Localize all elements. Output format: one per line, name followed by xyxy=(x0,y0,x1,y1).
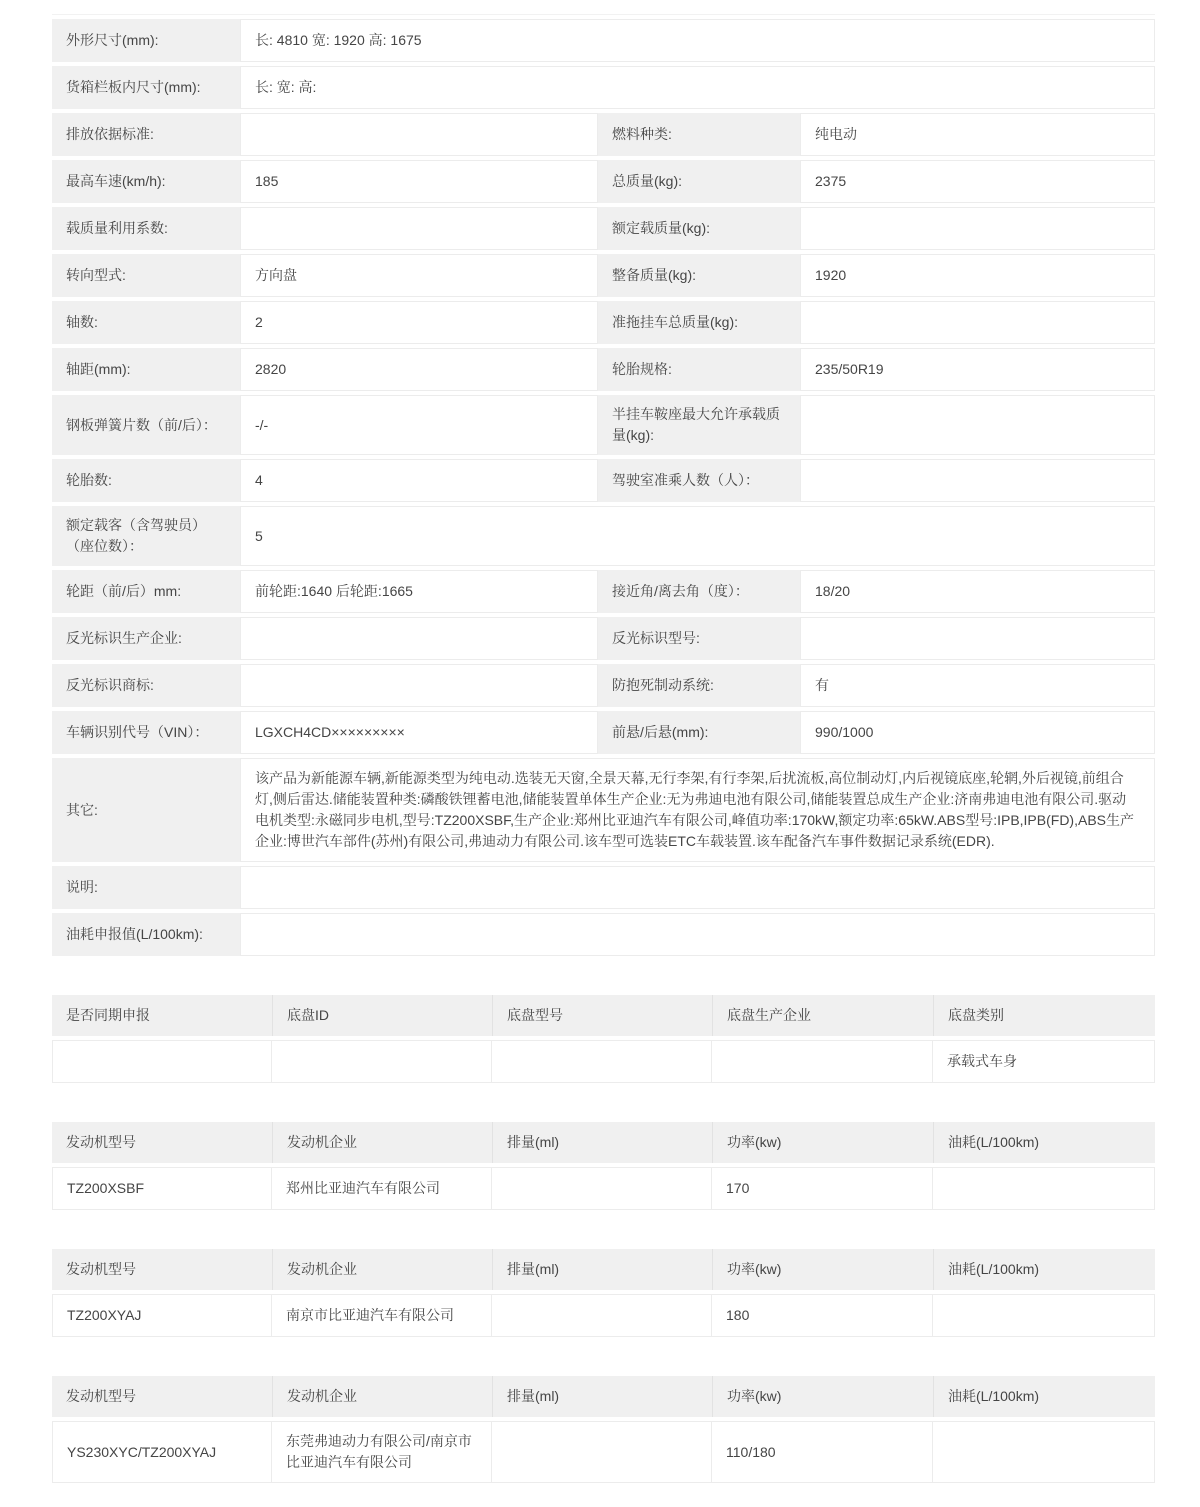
header-row xyxy=(52,1249,1155,1290)
spec-label: 轮胎规格: xyxy=(598,348,800,391)
column-header: 排量(ml) xyxy=(492,1249,712,1290)
column-header: 发动机企业 xyxy=(272,1122,492,1163)
spec-row xyxy=(52,711,1155,754)
column-header: 底盘类别 xyxy=(933,995,1155,1036)
table-cell xyxy=(492,1167,712,1210)
table-cell: 180 xyxy=(712,1294,933,1337)
engine-table-3 xyxy=(52,1372,1155,1487)
engine-table-2 xyxy=(52,1245,1155,1341)
table-cell xyxy=(933,1294,1155,1337)
table-row xyxy=(52,1040,1155,1083)
table-cell: 170 xyxy=(712,1167,933,1210)
table-cell: 110/180 xyxy=(712,1421,933,1483)
spec-value: 990/1000 xyxy=(800,711,1155,754)
spec-row xyxy=(52,664,1155,707)
spec-label: 外形尺寸(mm): xyxy=(52,19,240,62)
table-cell: YS230XYC/TZ200XYAJ xyxy=(52,1421,272,1483)
spec-row xyxy=(52,758,1155,862)
column-header: 发动机型号 xyxy=(52,1122,272,1163)
spec-label: 货箱栏板内尺寸(mm): xyxy=(52,66,240,109)
spec-label: 燃料种类: xyxy=(598,113,800,156)
column-header: 底盘ID xyxy=(272,995,492,1036)
spec-value: 该产品为新能源车辆,新能源类型为纯电动.选装无天窗,全景天幕,无行李架,有行李架,后扰流板,高位制动灯,内后视镜底座,轮辋,外后视镜,前组合灯,侧后雷达.储能装置种类:磷酸铁锂蓄电池,储能装置单体生产企业:无为弗迪电池有限公司,储能装置总成生产企业:济南弗迪电池有限公司.驱动电机类型:永磁同步电机,型号:TZ200XSBF,生产企业:郑州比亚迪汽车有限公司,峰值功率:170kW,额定功率:65kW.ABS型号:IPB,IPB(FD),ABS生产企业:博世汽车部件(苏州)有限公司,弗迪动力有限公司.该车型可选装ETC车载装置.该车配备汽车事件数据记录系统(EDR). xyxy=(240,758,1155,862)
column-header: 油耗(L/100km) xyxy=(933,1122,1155,1163)
spec-row xyxy=(52,459,1155,502)
table-cell: TZ200XYAJ xyxy=(52,1294,272,1337)
spec-value: 有 xyxy=(800,664,1155,707)
column-header: 底盘型号 xyxy=(492,995,712,1036)
spec-value: 长: 4810 宽: 1920 高: 1675 xyxy=(240,19,1155,62)
spec-value: 前轮距:1640 后轮距:1665 xyxy=(240,570,598,613)
spec-value: 方向盘 xyxy=(240,254,598,297)
spec-value xyxy=(800,395,1155,455)
spec-value: -/- xyxy=(240,395,598,455)
spec-row xyxy=(52,207,1155,250)
table-cell: 南京市比亚迪汽车有限公司 xyxy=(272,1294,492,1337)
spec-label: 反光标识生产企业: xyxy=(52,617,240,660)
table-cell xyxy=(272,1040,492,1083)
column-header: 油耗(L/100km) xyxy=(933,1376,1155,1417)
vehicle-spec-table xyxy=(52,14,1155,960)
spec-label: 钢板弹簧片数（前/后）： xyxy=(52,395,240,455)
header-row xyxy=(52,995,1155,1036)
spec-value: 185 xyxy=(240,160,598,203)
engine-table-1 xyxy=(52,1118,1155,1214)
spec-row xyxy=(52,66,1155,109)
spec-label: 防抱死制动系统: xyxy=(598,664,800,707)
chassis-table-body xyxy=(52,1040,1155,1083)
table-row xyxy=(52,1294,1155,1337)
table-cell: 东莞弗迪动力有限公司/南京市比亚迪汽车有限公司 xyxy=(272,1421,492,1483)
spec-value: LGXCH4CD××××××××× xyxy=(240,711,598,754)
column-header: 发动机企业 xyxy=(272,1249,492,1290)
spec-label: 载质量利用系数: xyxy=(52,207,240,250)
table-cell: 郑州比亚迪汽车有限公司 xyxy=(272,1167,492,1210)
spec-value: 235/50R19 xyxy=(800,348,1155,391)
vehicle-spec-table-body xyxy=(52,19,1155,956)
table-cell xyxy=(52,1040,272,1083)
spec-value: 长: 宽: 高: xyxy=(240,66,1155,109)
table-cell xyxy=(933,1421,1155,1483)
spec-value xyxy=(800,617,1155,660)
spec-label: 额定载客（含驾驶员）（座位数）： xyxy=(52,506,240,566)
spec-value xyxy=(240,913,1155,956)
spec-row xyxy=(52,348,1155,391)
spec-label: 车辆识别代号（VIN）： xyxy=(52,711,240,754)
spec-label: 前悬/后悬(mm): xyxy=(598,711,800,754)
spec-value: 4 xyxy=(240,459,598,502)
chassis-table xyxy=(52,991,1155,1087)
spec-label: 驾驶室准乘人数（人）： xyxy=(598,459,800,502)
spec-value: 1920 xyxy=(800,254,1155,297)
table-cell xyxy=(712,1040,933,1083)
spec-value: 2820 xyxy=(240,348,598,391)
spec-value xyxy=(800,207,1155,250)
column-header: 发动机型号 xyxy=(52,1376,272,1417)
spec-row xyxy=(52,395,1155,455)
column-header: 发动机企业 xyxy=(272,1376,492,1417)
spec-value: 5 xyxy=(240,506,1155,566)
spec-row xyxy=(52,866,1155,909)
column-header: 油耗(L/100km) xyxy=(933,1249,1155,1290)
spec-label: 轴数: xyxy=(52,301,240,344)
spec-label: 整备质量(kg): xyxy=(598,254,800,297)
spec-label: 油耗申报值(L/100km): xyxy=(52,913,240,956)
spec-row xyxy=(52,160,1155,203)
spec-row xyxy=(52,570,1155,613)
table-row xyxy=(52,1421,1155,1483)
spec-value: 纯电动 xyxy=(800,113,1155,156)
spec-label: 轮距（前/后）mm: xyxy=(52,570,240,613)
table-cell xyxy=(492,1421,712,1483)
table-cell: 承载式车身 xyxy=(933,1040,1155,1083)
header-row xyxy=(52,1376,1155,1417)
chassis-table-head xyxy=(52,995,1155,1036)
spec-value xyxy=(240,617,598,660)
spec-value xyxy=(800,459,1155,502)
column-header: 功率(kw) xyxy=(712,1376,933,1417)
spec-label: 额定载质量(kg): xyxy=(598,207,800,250)
spec-label: 准拖挂车总质量(kg): xyxy=(598,301,800,344)
table-cell: TZ200XSBF xyxy=(52,1167,272,1210)
spec-value xyxy=(240,207,598,250)
spec-label: 轴距(mm): xyxy=(52,348,240,391)
table-cell xyxy=(492,1040,712,1083)
table-cell xyxy=(492,1294,712,1337)
header-row xyxy=(52,1122,1155,1163)
spec-row xyxy=(52,254,1155,297)
column-header: 功率(kw) xyxy=(712,1249,933,1290)
spec-row xyxy=(52,19,1155,62)
spec-label: 其它: xyxy=(52,758,240,862)
spec-label: 转向型式: xyxy=(52,254,240,297)
spec-value: 2 xyxy=(240,301,598,344)
column-header: 是否同期申报 xyxy=(52,995,272,1036)
table-cell xyxy=(933,1167,1155,1210)
spec-value xyxy=(240,866,1155,909)
spec-row xyxy=(52,506,1155,566)
spec-label: 总质量(kg): xyxy=(598,160,800,203)
spec-label: 反光标识商标: xyxy=(52,664,240,707)
spec-value xyxy=(800,301,1155,344)
spec-value xyxy=(240,664,598,707)
spec-label: 最高车速(km/h): xyxy=(52,160,240,203)
spec-label: 说明: xyxy=(52,866,240,909)
column-header: 排量(ml) xyxy=(492,1376,712,1417)
column-header: 底盘生产企业 xyxy=(712,995,933,1036)
spec-label: 反光标识型号: xyxy=(598,617,800,660)
spec-label: 接近角/离去角（度）： xyxy=(598,570,800,613)
spec-row xyxy=(52,113,1155,156)
spec-label: 排放依据标准: xyxy=(52,113,240,156)
spec-row xyxy=(52,617,1155,660)
column-header: 发动机型号 xyxy=(52,1249,272,1290)
spec-value: 18/20 xyxy=(800,570,1155,613)
spec-label: 轮胎数: xyxy=(52,459,240,502)
spec-row xyxy=(52,913,1155,956)
spec-value: 2375 xyxy=(800,160,1155,203)
column-header: 排量(ml) xyxy=(492,1122,712,1163)
table-row xyxy=(52,1167,1155,1210)
spec-label: 半挂车鞍座最大允许承载质量(kg): xyxy=(598,395,800,455)
spec-value xyxy=(240,113,598,156)
column-header: 功率(kw) xyxy=(712,1122,933,1163)
spec-row xyxy=(52,301,1155,344)
